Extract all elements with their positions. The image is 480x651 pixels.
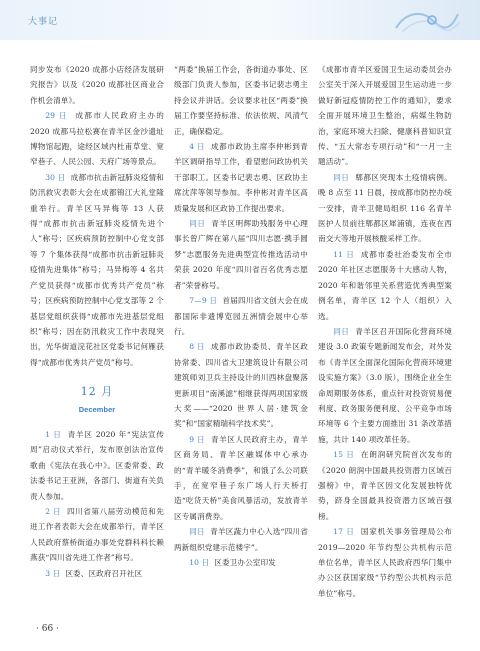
paragraph — [318, 324, 452, 447]
entry-date: 1 日 — [45, 429, 62, 439]
entry-text: 成都市抗击新冠肺炎疫情和防汛救灾表彰大会在成都锦江大礼堂隆重举行。青羊区马异梅等 13 人获得“成都市抗击新冠肺炎疫情先进个人”称号；区疾病预防控制中心党支部等 7 个集体获得“成都市抗击新冠肺炎疫情先进集体”称号；马异梅等 4 名共产党员获得“成都市优秀共产党员”称号；区疾病预防控制中心党支部等 2 个基层党组织获得“成都市先进基层党组织”称号；因在防汛救灾工作中表现突出，光华街道浣花社区党委书记何雁获得“成都市优秀共产党员”称号。 — [30, 172, 165, 367]
entry-date: 同日 — [333, 326, 350, 336]
entry-date: 2 日 — [45, 506, 62, 516]
entry-text: 在朗润研究院首次发布的《2020 朗润中国最具投资潜力区域百强榜》中，青羊区因文化发展独特优势，跻身全国最具投资潜力区域百强榜。 — [318, 450, 452, 521]
month-title: 12 月 — [80, 385, 114, 399]
entry-date: 8 日 — [189, 342, 206, 352]
entry-text: 郫都区突现本土疫情病例。晚 8 点至 11 日晨，按成都市防控办统一安排，青羊卫健局组织 116 名青羊医护人员前往郫都区犀浦镇，连夜在西南交大等地开展核酸采样工作。 — [318, 172, 453, 244]
header-title: 大事记 — [28, 17, 59, 27]
entry-date: 30 日 — [45, 172, 66, 182]
entry-date: 3 日 — [45, 568, 61, 578]
paragraph — [318, 247, 452, 324]
column-right — [318, 62, 452, 601]
paragraph — [30, 427, 164, 504]
entry-date: 9 日 — [189, 434, 206, 444]
column-left — [30, 62, 164, 581]
paragraph — [318, 170, 452, 247]
entry-date: 4 日 — [189, 142, 206, 152]
paragraph — [318, 524, 452, 601]
entry-text: 区委卫办公室印发 — [214, 558, 276, 567]
entry-date: 同日 — [189, 219, 206, 229]
entry-date: 同日 — [189, 527, 205, 537]
paragraph — [174, 216, 308, 293]
month-subtitle: December — [78, 404, 116, 414]
entry-date: 29 日 — [45, 111, 68, 121]
paragraph — [318, 447, 452, 524]
paragraph — [174, 293, 308, 339]
entry-text: 青羊区人民政府主办，青羊区商务局、青羊区融媒体中心承办的“青羊暖冬消费季”，和饿了么公司联手，在宽窄巷子东广场人行天桥打造“吃货天桥”美食风暴活动，发放青羊区专属消费券。 — [174, 434, 308, 521]
paragraph — [174, 555, 308, 570]
paragraph — [30, 108, 164, 170]
entry-text: 区委、区政府召开社区 — [65, 568, 143, 578]
swirl-decoration-icon — [392, 6, 462, 36]
entry-text: 成都市政协主席李仲彬到青羊区调研指导工作，看望慰问政协机关干部职工。区委书记裴志勇、区政协主席沈萍等领导参加。李仲彬对青羊区高质量发展和区政协工作提出要求。 — [174, 142, 308, 213]
column-middle — [174, 62, 308, 570]
entry-text: 国家机关事务管理局公布 2019—2020 年节约型公共机构示范单位名单，青羊区人民政府西华门集中办公区获国家级“节约型公共机构示范单位”称号。 — [318, 527, 452, 598]
entry-text: 成都市人民政府主办的 2020 成都马拉松赛在青羊区金沙遗址博物馆起跑，途经区域内杜甫草堂、宽窄巷子、人民公园、天府广场等景点。 — [30, 111, 164, 167]
entry-text: 成都市政协委员、青羊区政协常委、四川省大卫建筑设计有限公司建筑师刘卫兵主持设计的川西林盘聚落更新项目“南溪滤”相继获得两项国家级大奖——“2020 世界人居·建筑金奖”和“国家精瑞科学技术奖”。 — [174, 342, 308, 429]
entry-date: 7—9 日 — [189, 296, 218, 306]
entry-date: 11 日 — [333, 249, 355, 259]
entry-text: 成都市委社治委发布全市 2020 年社区志愿服务十大感动人物，2020 年和谐邻里关系营造优秀典型案例名单，青羊区 12 个人（组织）入选。 — [318, 249, 452, 321]
page-number: · 66 · — [36, 624, 59, 634]
paragraph: “两委”换届工作会，各街道办事处、区级部门负责人参加，区委书记裴志勇主持会议并讲话。会议要求社区“两委”换届工作要坚持标准、依法依规、风清气正，确保稳定。 — [174, 65, 308, 136]
entry-date: 同日 — [333, 172, 350, 182]
entry-text: 首届四川省文创大会在成都国际非遗博览园五洲情会展中心举行。 — [174, 296, 309, 336]
entry-text: 青羊区蔬力中心入选“四川省两新组织党建示范楼宇”。 — [174, 527, 309, 552]
month-heading — [30, 384, 164, 417]
paragraph — [174, 524, 308, 555]
paragraph — [174, 339, 308, 431]
paragraph — [174, 432, 308, 524]
entry-text: 青羊区 2020 年“宪法宣传周”启动仪式举行，发布原创法治宣传歌曲《宪法在我心中》。区委常委、政法委书记王亚洲，各部门、街道有关负责人参加。 — [30, 429, 165, 501]
entry-date: 17 日 — [333, 527, 355, 537]
paragraph: 《成都市青羊区爱国卫生运动委员会办公室关于深入开展爱国卫生运动进一步做好新冠疫情防控工作的通知》，要求全面开展环境卫生整治，病媒生物防治，家庭环境大扫除、健康科普知识宣传、“五大常态专项行动”和“一月一主题活动”。 — [318, 65, 452, 167]
entry-date: 15 日 — [333, 450, 355, 460]
entry-text: 青羊区召开国际化营商环境建设 3.0 政策专题新闻发布会，对外发布《青羊区全面深化国际化营商环境建设实施方案》（3.0 版），围绕企业全生命周期服务体系，重点针对投资贸易便利度、政务服务便利度、公平竞争市场环境等 6 个主要方面推出 31 条改革措施，共计 140 项改革任务。 — [318, 326, 453, 444]
paragraph — [30, 504, 164, 566]
entry-text: 四川省第八届劳动模范和先进工作者表彰大会在成都举行，青羊区人民政府蔡桥街道办事处党群科科长赖燕获“四川省先进工作者”称号。 — [30, 506, 164, 563]
entry-text: 青羊区明辉助残服务中心理事长曾广辉在第八届“四川志愿·携手圆梦”志愿服务先进典型宣传推选活动中荣获 2020 年度“四川省百名优秀志愿者”荣誉称号。 — [174, 219, 309, 290]
paragraph — [174, 139, 308, 216]
paragraph — [30, 566, 164, 581]
paragraph — [30, 170, 164, 370]
entry-date: 10 日 — [189, 558, 210, 567]
paragraph: 同步发布《2020 成都小店经济发展研究报告》以及《2020 成都社区商业合作机会清单》。 — [30, 65, 164, 105]
